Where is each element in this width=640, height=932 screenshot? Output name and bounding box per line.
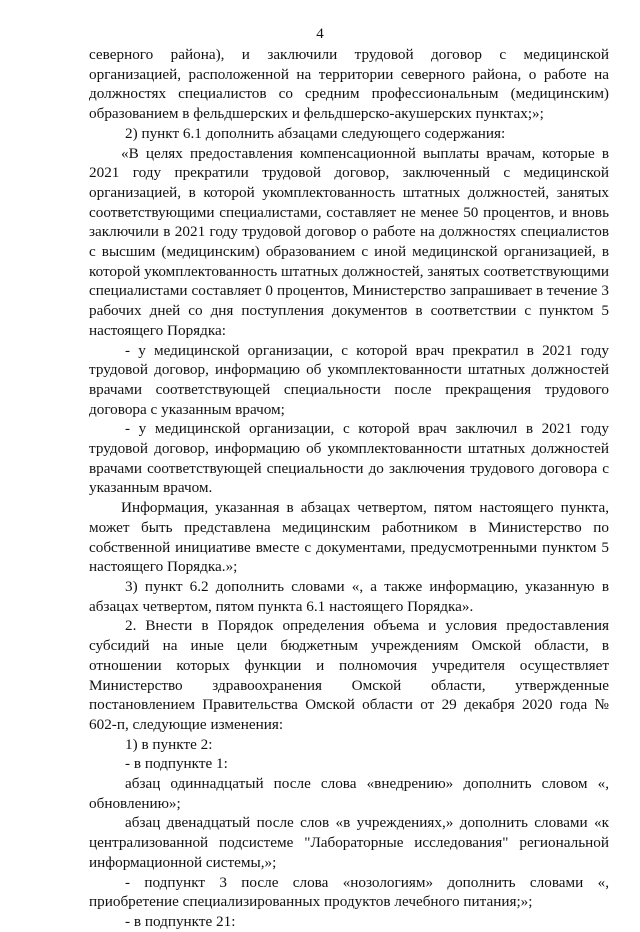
paragraph-continuation: северного района), и заключили трудовой договор с медицинской организацией, расположенной на территории северного района, о работе на должностях специалистов со средним профессиональным (медицинским) образованием в фельдшерских и фельдшерско-акушерских пунктах;»;: [89, 46, 609, 123]
paragraph-bullet-terminated: - у медицинской организации, с которой врач прекратил в 2021 году трудовой договор, информацию об укомплектованности штатных должностей врачами соответствующей специальности после прекращения трудового договора с указанным врачом;: [89, 341, 609, 418]
paragraph-subpoint-21: - в подпункте 21:: [125, 912, 236, 930]
paragraph-item-3: 3) пункт 6.2 дополнить словами «, а также информацию, указанную в абзацах четвертом, пятом пункта 6.1 настоящего Порядка».: [89, 577, 609, 615]
paragraph-item-1-point-2: 1) в пункте 2:: [125, 735, 213, 753]
page-number: 4: [316, 26, 324, 42]
paragraph-abzac-12: абзац двенадцатый после слов «в учреждениях,» дополнить словами «к централизованной подсистеме "Лабораторные исследования" региональной информационной системы,»;: [89, 814, 609, 871]
paragraph-bullet-concluded: - у медицинской организации, с которой врач заключил в 2021 году трудовой договор, информацию об укомплектованности штатных должностей врачами соответствующей специальности до заключения трудового договора с указанным врачом.: [89, 420, 609, 497]
paragraph-abzac-11: абзац одиннадцатый после слова «внедрению» дополнить словом «, обновлению»;: [89, 775, 609, 812]
paragraph-subpoint-1: - в подпункте 1:: [125, 755, 228, 773]
paragraph-section-2: 2. Внести в Порядок определения объема и условия предоставления субсидий на иные цели бюджетным учреждениям Омской области, в отношении которых функции и полномочия учредителя осуществляет Министерство здравоохранения Омской области, утвержденные постановлением Правительства Омской области от 29 декабря 2020 года № 602-п, следующие изменения:: [89, 617, 609, 733]
paragraph-compensation-intro: «В целях предоставления компенсационной выплаты врачам, которые в 2021 году прекратили трудовой договор, заключенный с медицинской организацией, в которой укомплектованность штатных должностей, занятых соответствующими специалистами, составляет не менее 50 процентов, и вновь заключили в 2021 году трудовой договор о работе на должностях специалистов с высшим (медицинским) образованием с иной медицинской организацией, в которой укомплектованность штатных должностей, занятых соответствующими специалистами составляет 0 процентов, Министерство запрашивает в течение 3 рабочих дней со дня поступления документов в соответствии с пунктом 5 настоящего Порядка:: [89, 144, 609, 339]
paragraph-item-2: 2) пункт 6.1 дополнить абзацами следующего содержания:: [125, 124, 506, 142]
paragraph-information: Информация, указанная в абзацах четвертом, пятом настоящего пункта, может быть представлена медицинским работником в Министерство по собственной инициативе вместе с документами, предусмотренными пунктом 5 настоящего Порядка.»;: [89, 499, 609, 576]
document-body: [89, 45, 609, 932]
paragraph-subpoint-3: - подпункт 3 после слова «нозологиям» дополнить словами «, приобретение специализированных продуктов лечебного питания;»;: [89, 873, 609, 911]
